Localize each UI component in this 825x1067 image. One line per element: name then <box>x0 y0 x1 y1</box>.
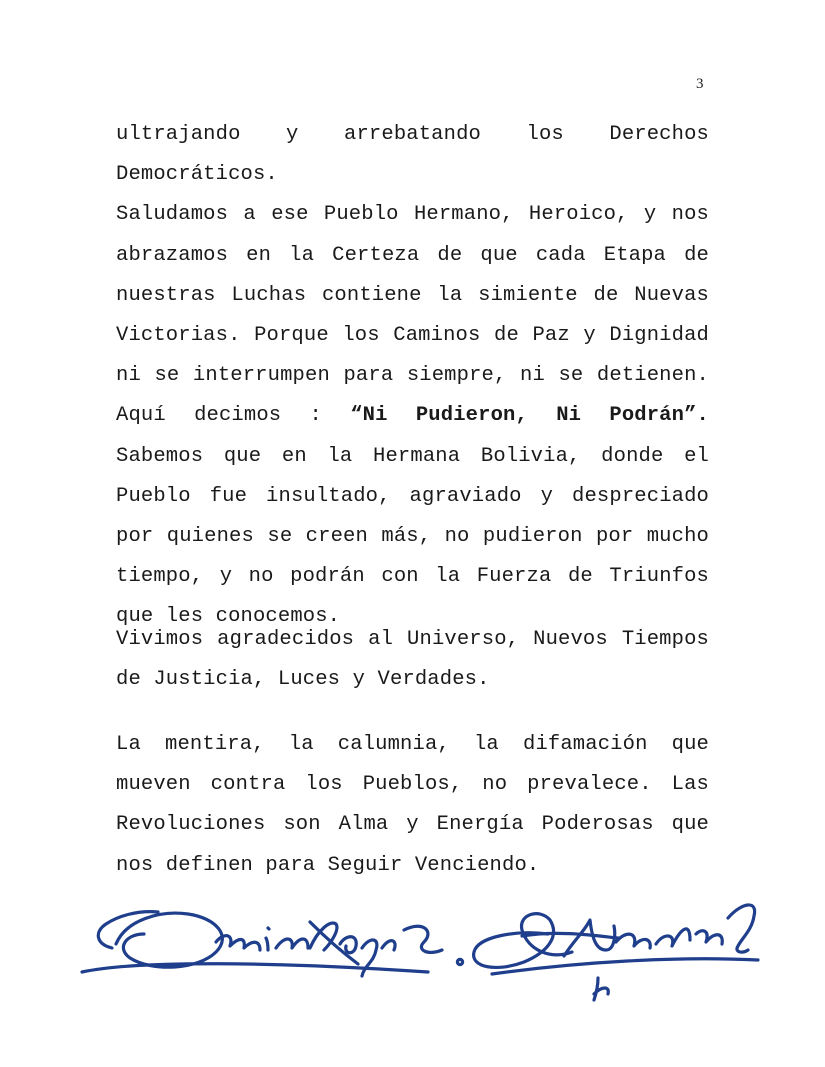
text-line: Democráticos. <box>116 163 278 187</box>
sentence: Sabemos que en la Hermana Bolivia, donde el Pueblo fue insultado, agraviado y despreciado por quienes se creen más, no pudieron por mucho tiempo, y no podrán con la Fuerza de Triunfos que les conocemos. <box>116 444 709 629</box>
bold-quote: “Ni Pudieron, Ni Podrán”. <box>350 404 709 428</box>
page-number: 3 <box>696 76 704 92</box>
text-line: ultrajando y arrebatando los Derechos <box>116 123 709 146</box>
paragraph-2 <box>116 620 709 700</box>
signature-right <box>474 905 758 1000</box>
paragraph-3 <box>116 725 709 886</box>
signatures <box>78 890 768 1010</box>
paragraph-text: Vivimos agradecidos al Universo, Nuevos Tiempos de Justicia, Luces y Verdades. <box>116 628 709 692</box>
signature-left <box>82 912 463 976</box>
paragraph-text: La mentira, la calumnia, la difamación que mueven contra los Pueblos, no prevalece. Las Revoluciones son Alma y Energía Poderosas que nos definen para Seguir Venciendo. <box>116 733 709 877</box>
sentence: Saludamos a ese Pueblo Hermano, Heroico, y nos abrazamos en la Certeza de que cada Etapa de nuestras Luchas contiene la simiente de Nuevas Victorias. Porque los Caminos de Paz y Dignidad ni se interrumpen para siempre, ni se detienen. Aquí decimos : <box>116 203 709 428</box>
paragraph-text <box>116 195 709 637</box>
paragraph-1 <box>116 115 709 638</box>
